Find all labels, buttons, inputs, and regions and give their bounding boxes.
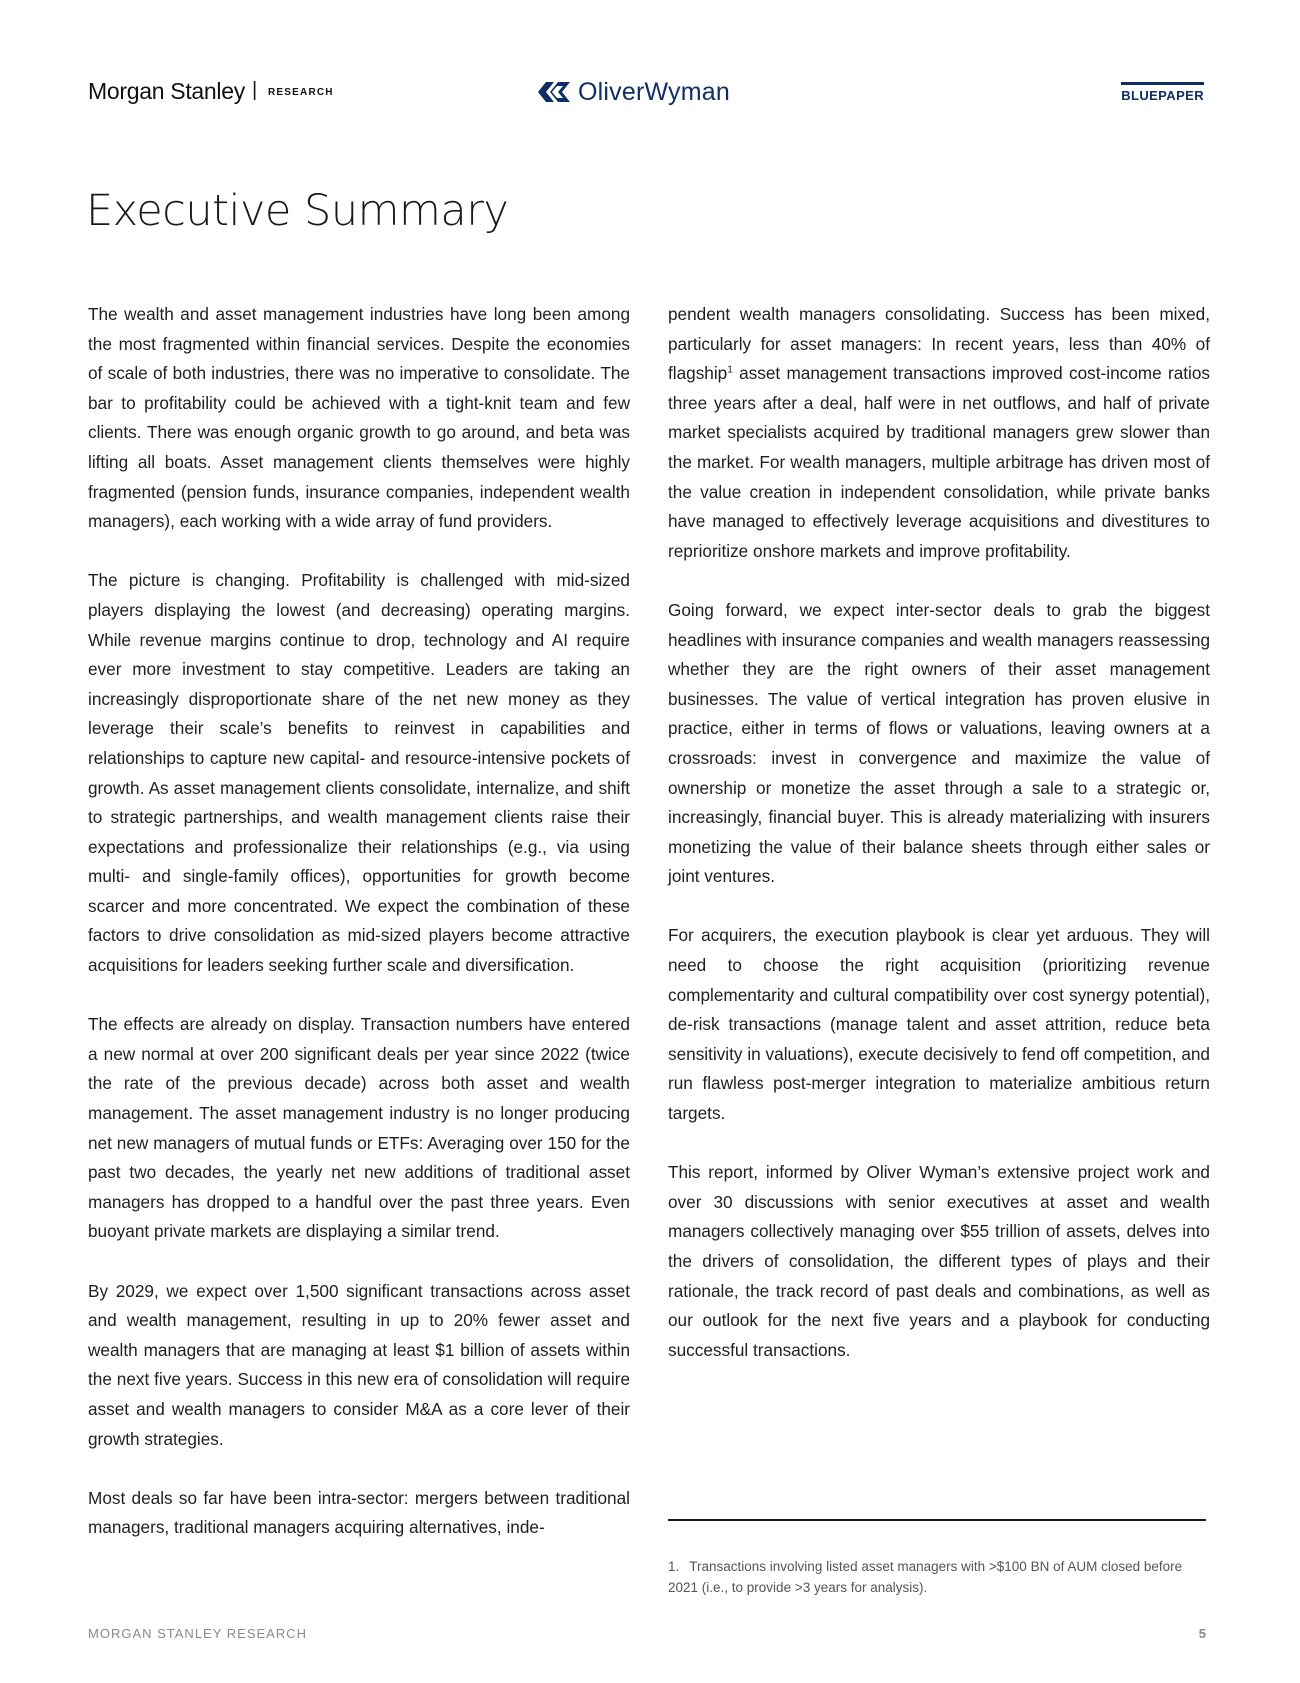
footnote-text: Transactions involving listed asset managers with >$100 BN of AUM closed before 2021 (i.e., to provide >3 years for analysis).: [668, 1559, 1183, 1595]
paragraph: [668, 300, 1210, 566]
footnote-divider: [668, 1519, 1206, 1521]
page-number: 5: [1198, 1626, 1206, 1641]
header-separator: |: [252, 79, 258, 101]
footer-publisher: MORGAN STANLEY RESEARCH: [88, 1626, 308, 1641]
research-label: RESEARCH: [268, 87, 334, 98]
paragraph: For acquirers, the execution playbook is clear yet arduous. They will need to choose the right acquisition (prioritizing revenue complementarity and cultural compatibility over cost synergy potential), de-risk transactions (manage talent and asset attrition, reduce beta sensitivity in valuations), execute decisively to fend off competition, and run flawless post-merger integration to materialize ambitious return targets.: [668, 925, 1210, 1124]
paragraph-text: asset management transactions improved cost-income ratios three years after a deal, half were in net outflows, and half of private market specialists acquired by traditional managers grew slower than the market. For wealth managers, multiple arbitrage has driven most of the value creation in independent consolidation, while private banks have managed to effectively leverage acquisitions and divestitures to reprioritize onshore markets and improve profitability.: [668, 363, 1210, 561]
oliver-wyman-wordmark: OliverWyman: [578, 77, 730, 106]
paragraph: The effects are already on display. Transaction numbers have entered a new normal at over 200 significant deals per year since 2022 (twice the rate of the previous decade) across both asset and wealth management. The asset management industry is no longer producing net new managers of mutual funds or ETFs: Averaging over 150 for the past two decades, the yearly net new additions of traditional asset managers has dropped to a handful over the past three years. Even buoyant private markets are displaying a similar trend.: [88, 1014, 630, 1242]
left-column: [88, 300, 630, 1573]
footnote: [668, 1556, 1206, 1598]
right-column: [668, 300, 1210, 1395]
paragraph-text: pendent wealth managers consolidating. Success has been mixed, particularly for asset managers: In recent years, less than 40% of flagship: [668, 304, 1210, 384]
morgan-stanley-logo: Morgan Stanley: [88, 78, 245, 104]
paragraph: The picture is changing. Profitability is challenged with mid-sized players displaying the lowest (and decreasing) operating margins. While revenue margins continue to drop, technology and AI require ever more investment to stay competitive. Leaders are taking an increasingly disproportionate share of the net new money as they leverage their scale’s benefits to reinvest in capabilities and relationships to capture new capital- and resource-intensive pockets of growth. As asset management clients consolidate, internalize, and shift to strategic partnerships, and wealth management clients raise their expectations and professionalize their relationships (e.g., via using multi- and single-family offices), opportunities for growth become scarcer and more concentrated. We expect the combination of these factors to drive consolidation as mid-sized players become attractive acquisitions for leaders seeking further scale and diversification.: [88, 570, 630, 976]
paragraph: This report, informed by Oliver Wyman’s extensive project work and over 30 discussions with senior executives at asset and wealth managers collectively managing over $55 trillion of assets, delves into the drivers of consolidation, the different types of plays and their rationale, the track record of past deals and combinations, as well as our outlook for the next five years and a playbook for conducting successful transactions.: [668, 1162, 1210, 1360]
page-header: [88, 70, 1204, 110]
paragraph: Most deals so far have been intra-sector: mergers between traditional managers, traditional managers acquiring alternatives, inde-: [88, 1487, 630, 1538]
oliver-wyman-logo: [536, 77, 730, 107]
paragraph: By 2029, we expect over 1,500 significant transactions across asset and wealth management, resulting in up to 20% fewer asset and wealth managers that are managing at least $1 billion of assets within the next five years. Success in this new era of consolidation will require asset and wealth managers to consider M&A as a core lever of their growth strategies.: [88, 1280, 630, 1449]
footnote-reference[interactable]: 1: [727, 364, 733, 376]
footnote-number: 1.: [668, 1559, 680, 1574]
oliver-wyman-mark-icon: [536, 80, 572, 104]
paragraph: Going forward, we expect inter-sector deals to grab the biggest headlines with insurance companies and wealth managers reassessing whether they are the right owners of their asset management businesses. The value of vertical integration has proven elusive in practice, either in terms of flows or valuations, leaving owners at a crossroads: invest in convergence and maximize the value of ownership or monetize the asset through a sale to a strategic or, increasingly, financial buyer. This is already materializing with insurers monetizing the value of their balance sheets through either sales or joint ventures.: [668, 599, 1210, 887]
paragraph: The wealth and asset management industries have long been among the most fragmented within financial services. Despite the economies of scale of both industries, there was no imperative to consolidate. The bar to profitability could be achieved with a tight-knit team and few clients. There was enough organic growth to go around, and beta was lifting all boats. Asset management clients themselves were highly fragmented (pension funds, insurance companies, independent wealth managers), each working with a wide array of fund providers.: [88, 304, 630, 532]
bluepaper-label: BLUEPAPER: [1121, 82, 1204, 103]
page-title: Executive Summary: [86, 186, 509, 236]
